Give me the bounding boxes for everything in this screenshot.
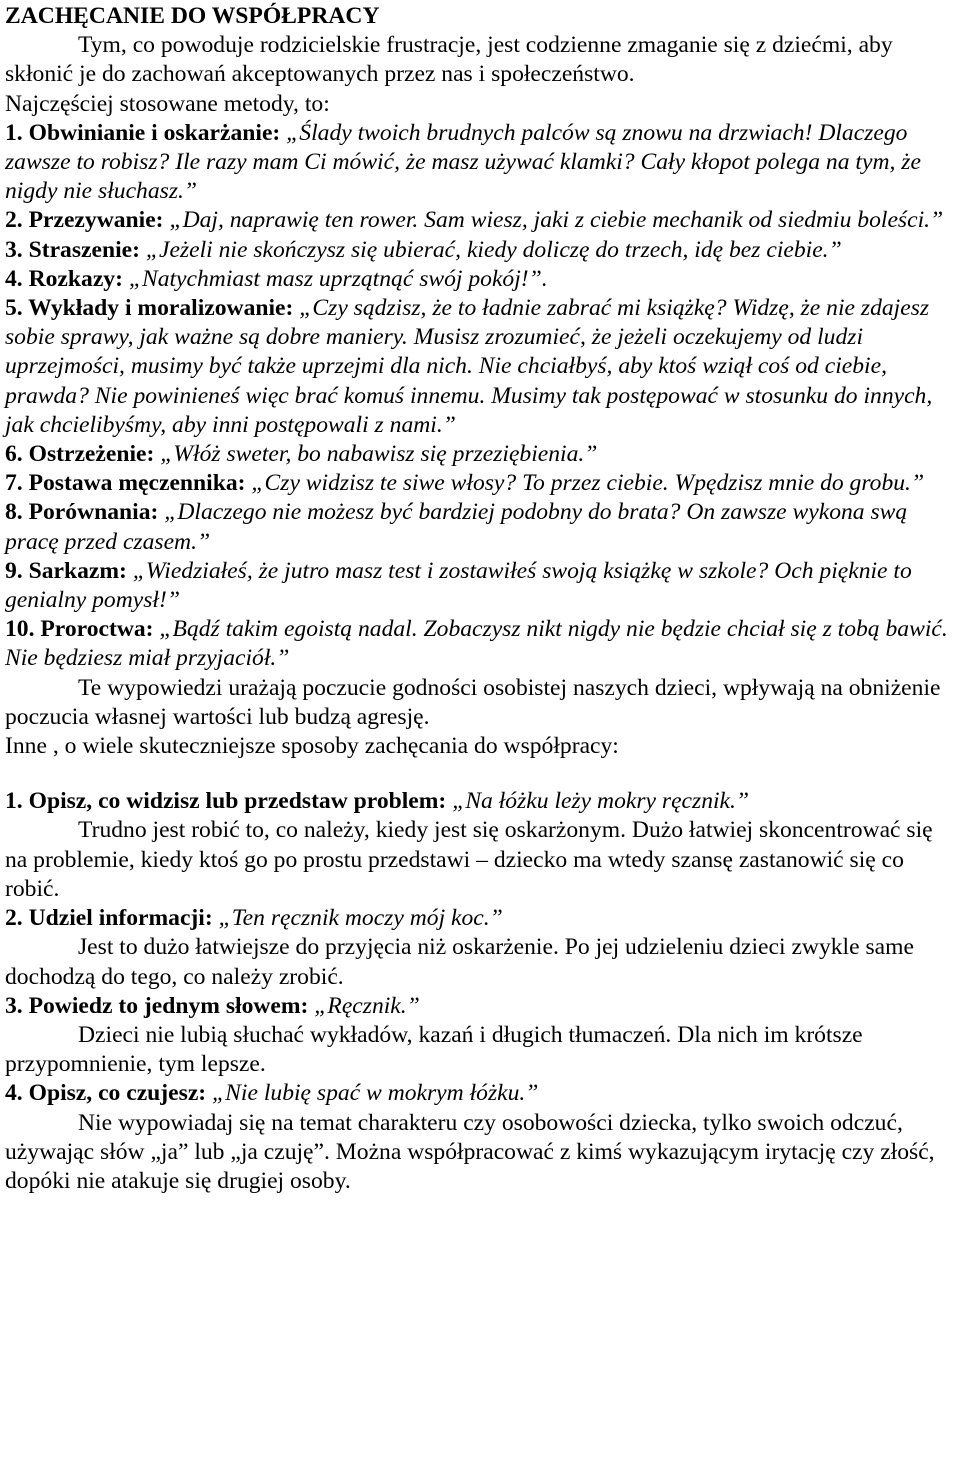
technique-explanation: Trudno jest robić to, co należy, kiedy jest się oskarżonym. Dużo łatwiej skoncentrować się na problemie, kiedy ktoś go po prostu przedstawi – dziecko ma wtedy szansę zastanowić się co robić. [5,817,933,902]
methods-intro: Najczęściej stosowane metody, to: [5,90,330,117]
technique-label: 3. Powiedz to jednym słowem: [5,992,309,1019]
technique-explanation: Jest to dużo łatwiejsze do przyjęcia niż oskarżenie. Po jej udzieleniu dzieci zwykle same dochodzą do tego, co należy zrobić. [5,934,914,990]
method-quote: „Czy sądzisz, że to ładnie zabrać mi książkę? Widzę, że nie zdajesz sobie sprawy, jak ważne są dobre maniery. Musisz zrozumieć, że jeżeli oczekujemy od ludzi uprzejmości, musimy być także uprzejmi dla nich. Nie chciałbyś, aby ktoś wziął coś od ciebie, prawda? Nie powinieneś więc brać komuś innemu. Musimy tak postępować w stosunku do innych, jak chcielibyśmy, aby inni postępowali z nami.” [5,295,933,438]
technique-label: 4. Opisz, co czujesz: [5,1080,207,1107]
method-item [5,206,952,235]
method-item [5,557,952,615]
method-item [5,469,952,498]
better-intro: Inne , o wiele skuteczniejsze sposoby zachęcania do współpracy: [5,733,619,760]
method-item [5,265,952,294]
method-label: 3. Straszenie: [5,236,140,263]
method-item [5,615,952,673]
method-quote: „Czy widzisz te siwe włosy? To przez ciebie. Wpędzisz mnie do grobu.” [245,470,925,497]
technique-label: 1. Opisz, co widzisz lub przedstaw problem: [5,788,447,815]
method-quote: „Bądź takim egoistą nadal. Zobaczysz nikt nigdy nie będzie chciał się z tobą bawić. Nie będziesz miał przyjaciół.” [5,616,948,672]
method-label: 1. Obwinianie i oskarżanie: [5,119,281,146]
method-label: 6. Ostrzeżenie: [5,441,155,468]
technique-explanation: Nie wypowiadaj się na temat charakteru czy osobowości dziecka, tylko swoich odczuć, używając słów „ja” lub „ja czuję”. Można współpracować z kimś wykazującym irytację czy złość, dopóki nie atakuje się drugiej osoby. [5,1109,935,1194]
technique-label: 2. Udziel informacji: [5,905,213,932]
technique-quote: „Na łóżku leży mokry ręcznik.” [446,788,750,815]
method-quote: „Jeżeli nie skończysz się ubierać, kiedy doliczę do trzech, idę bez ciebie.” [139,236,842,263]
method-quote: „Włóż sweter, bo nabawisz się przeziębienia.” [154,441,598,468]
summary-paragraph: Te wypowiedzi urażają poczucie godności osobistej naszych dzieci, wpływają na obniżenie poczucia własnej wartości lub budzą agresję. [5,674,941,730]
method-item [5,236,952,265]
method-item [5,498,952,556]
intro-paragraph: Tym, co powoduje rodzicielskie frustracje, jest codzienne zmaganie się z dziećmi, aby skłonić je do zachowań akceptowanych przez nas i społeczeństwo. [5,32,893,88]
technique-item [5,787,952,816]
technique-quote: „Ręcznik.” [308,992,420,1019]
method-quote: „Dlaczego nie możesz być bardziej podobny do brata? On zawsze wykona swą pracę przed czasem.” [5,499,908,555]
method-quote: „Wiedziałeś, że jutro masz test i zostawiłeś swoją książkę w szkole? Och pięknie to genialny pomysł!” [5,557,912,614]
method-label: 8. Porównania: [5,499,159,526]
method-item [5,440,952,469]
method-label: 5. Wykłady i moralizowanie: [5,295,294,322]
method-label: 9. Sarkazm: [5,557,127,584]
technique-explanation: Dzieci nie lubią słuchać wykładów, kazań i długich tłumaczeń. Dla nich im krótsze przypomnienie, tym lepsze. [5,1021,863,1078]
method-label: 10. Proroctwa: [5,616,154,643]
spacer [5,761,952,787]
method-label: 2. Przezywanie: [5,207,164,234]
technique-quote: „Nie lubię spać w mokrym łóżku.” [206,1080,539,1107]
page-title: ZACHĘCANIE DO WSPÓŁPRACY [5,3,380,29]
technique-item [5,904,952,933]
method-label: 4. Rozkazy: [5,265,123,292]
method-item [5,294,952,440]
technique-item [5,992,952,1021]
method-quote: „Daj, naprawię ten rower. Sam wiesz, jaki z ciebie mechanik od siedmiu boleści.” [163,207,944,234]
method-quote: „Ślady twoich brudnych palców są znowu na drzwiach! Dlaczego zawsze to robisz? Ile razy mam Ci mówić, że masz używać klamki? Cały kłopot polega na tym, że nigdy nie słuchasz.” [5,119,921,205]
technique-quote: „Ten ręcznik moczy mój koc.” [212,905,503,932]
method-item [5,119,952,207]
method-quote: „Natychmiast masz uprzątnąć swój pokój!”. [122,265,548,292]
method-label: 7. Postawa męczennika: [5,470,246,497]
technique-item [5,1079,952,1108]
